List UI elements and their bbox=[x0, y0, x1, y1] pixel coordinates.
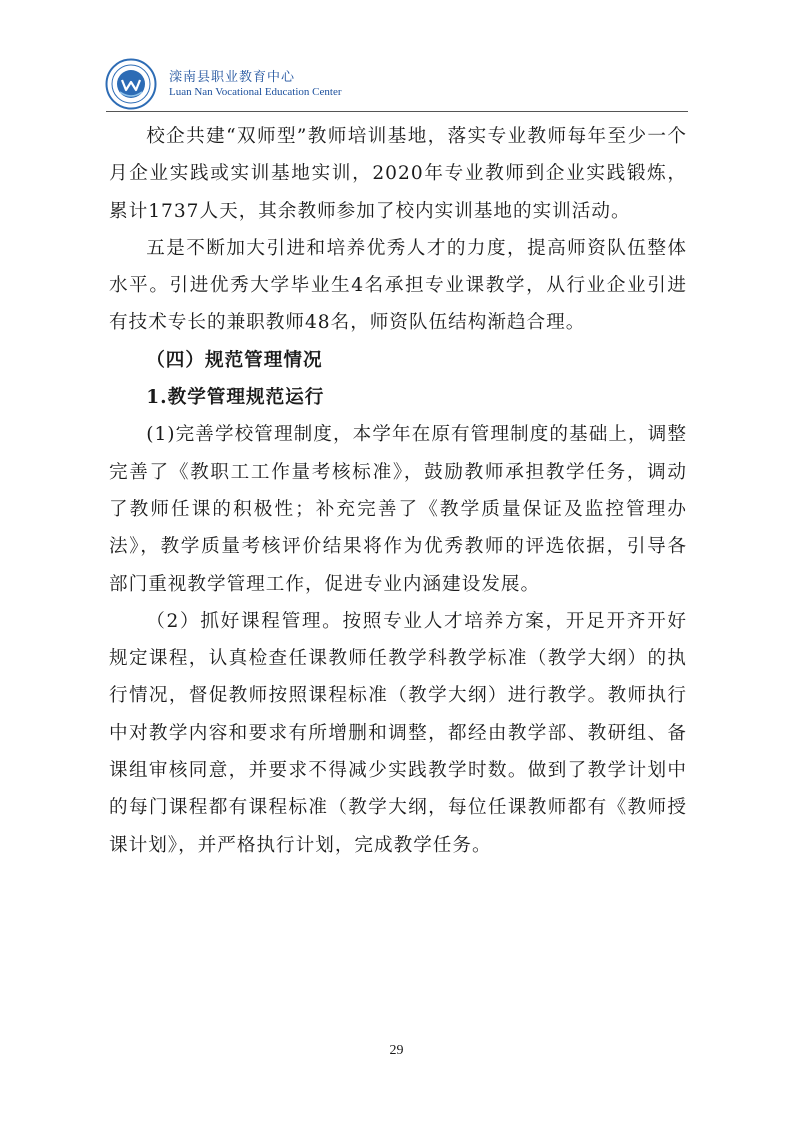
header-divider bbox=[106, 111, 688, 112]
paragraph-curriculum-management: （2）抓好课程管理。按照专业人才培养方案，开足开齐开好规定课程，认真检查任课教师任教学科教学标准（教学大纲）的执行情况，督促教师按照课程标准（教学大纲）进行教学。教师执行中对教学内容和要求有所增删和调整，都经由教学部、教研组、备课组审核同意，并要求不得减少实践教学时数。做到了教学计划中的每门课程都有课程标准（教学大纲，每位任课教师都有《教师授课计划》，并严格执行计划，完成教学任务。 bbox=[109, 610, 687, 856]
page-number: 29 bbox=[389, 1043, 404, 1058]
subsection-heading: 1.教学管理规范运行 bbox=[146, 387, 325, 409]
document-header bbox=[105, 58, 688, 110]
paragraph-talent-introduction: 五是不断加大引进和培养优秀人才的力度，提高师资队伍整体水平。引进优秀大学毕业生4名承担专业课教学，从行业企业引进有技术专长的兼职教师48名，师资队伍结构渐趋合理。 bbox=[109, 237, 687, 334]
organization-name-english: Luan Nan Vocational Education Center bbox=[169, 86, 342, 98]
section-heading: （四）规范管理情况 bbox=[146, 349, 323, 371]
document-body bbox=[109, 118, 687, 864]
paragraph-management-system: (1)完善学校管理制度，本学年在原有管理制度的基础上，调整完善了《教职工工作量考核标准》，鼓励教师承担教学任务，调动了教师任课的积极性；补充完善了《教学质量保证及监控管理办法》，教学质量考核评价结果将作为优秀教师的评选依据，引导各部门重视教学管理工作，促进专业内涵建设发展。 bbox=[109, 424, 687, 595]
school-logo-icon bbox=[105, 58, 157, 110]
organization-name-chinese: 滦南县职业教育中心 bbox=[169, 70, 296, 85]
paragraph-teacher-training-base: 校企共建“双师型”教师培训基地，落实专业教师每年至少一个月企业实践或实训基地实训，2020年专业教师到企业实践锻炼，累计1737人天，其余教师参加了校内实训基地的实训活动。 bbox=[109, 126, 687, 222]
